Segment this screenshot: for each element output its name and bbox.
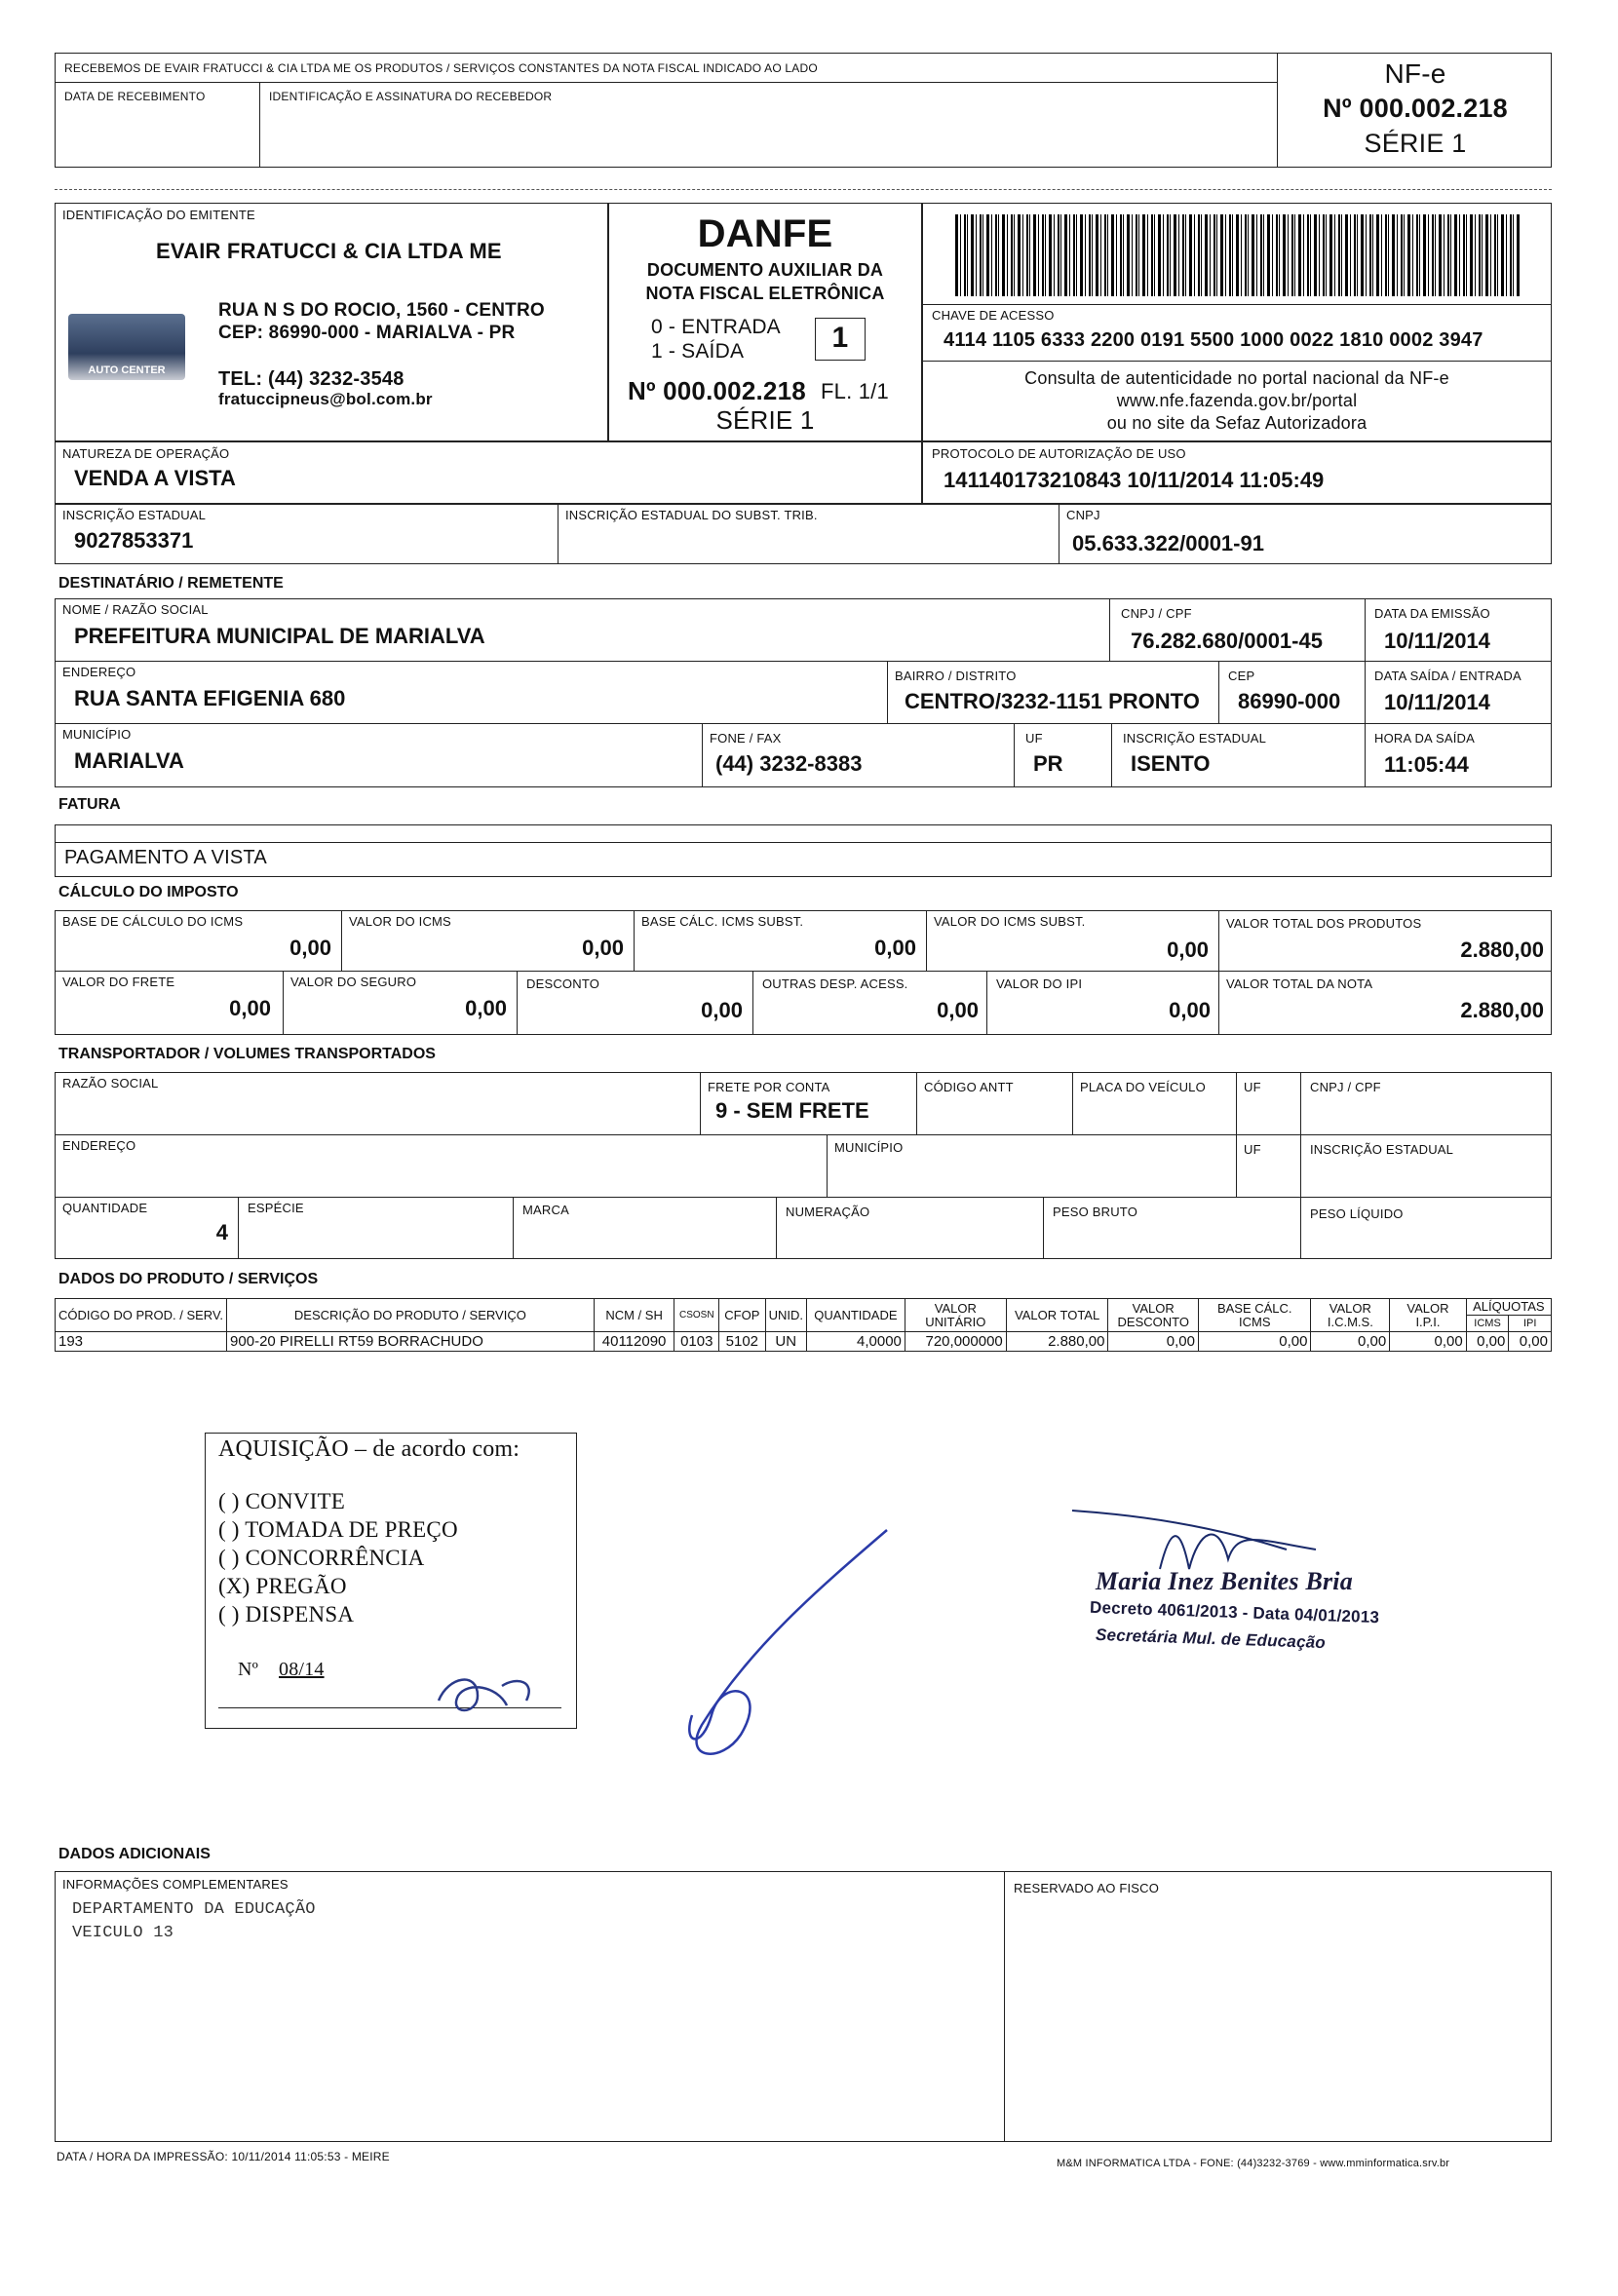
row-csosn: 0103 xyxy=(674,1332,719,1352)
dest-cep-label: CEP xyxy=(1228,669,1255,683)
produtos-table xyxy=(55,1298,1552,1352)
transp-antt-label: CÓDIGO ANTT xyxy=(924,1080,1014,1094)
fatura-section: FATURA xyxy=(58,796,121,813)
row-cfop: 5102 xyxy=(719,1332,765,1352)
dest-bairro: CENTRO/3232-1151 PRONTO xyxy=(905,689,1200,713)
danfe-entrada: 0 - ENTRADA xyxy=(651,316,781,338)
dest-ie-label: INSCRIÇÃO ESTADUAL xyxy=(1123,731,1267,746)
col-cfop: CFOP xyxy=(719,1299,765,1332)
protocolo-label: PROTOCOLO DE AUTORIZAÇÃO DE USO xyxy=(932,446,1186,461)
table-row xyxy=(56,1332,1552,1352)
col-total: VALOR TOTAL xyxy=(1006,1299,1108,1332)
emitente-logo xyxy=(68,314,185,380)
chave-consulta2: www.nfe.fazenda.gov.br/portal xyxy=(1116,391,1358,410)
dest-nome-label: NOME / RAZÃO SOCIAL xyxy=(62,602,209,617)
transp-quantidade-label: QUANTIDADE xyxy=(62,1201,148,1215)
valor-icms-label: VALOR DO ICMS xyxy=(349,914,451,929)
col-aliq-ipi: IPI xyxy=(1509,1316,1552,1332)
row-unid: UN xyxy=(765,1332,806,1352)
transp-cnpj-label: CNPJ / CPF xyxy=(1310,1080,1381,1094)
transp-peso-liquido-label: PESO LÍQUIDO xyxy=(1310,1206,1404,1221)
carimbo-op3: ( ) CONCORRÊNCIA xyxy=(218,1546,425,1570)
base-subst-label: BASE CÁLC. ICMS SUBST. xyxy=(641,914,804,929)
seguro-label: VALOR DO SEGURO xyxy=(290,975,417,989)
fisco-label: RESERVADO AO FISCO xyxy=(1014,1881,1160,1895)
assinatura-decreto: Decreto 4061/2013 - Data 04/01/2013 xyxy=(1089,1597,1380,1627)
base-icms-label: BASE DE CÁLCULO DO ICMS xyxy=(62,914,244,929)
col-valor-ipi: VALOR I.P.I. xyxy=(1390,1299,1467,1332)
dest-nome: PREFEITURA MUNICIPAL DE MARIALVA xyxy=(74,624,485,648)
dest-fone-label: FONE / FAX xyxy=(710,731,782,746)
info1: DEPARTAMENTO DA EDUCAÇÃO xyxy=(72,1900,316,1919)
emitente-nome: EVAIR FRATUCCI & CIA LTDA ME xyxy=(156,239,502,263)
ie-label: INSCRIÇÃO ESTADUAL xyxy=(62,508,207,522)
ie-valor: 9027853371 xyxy=(74,528,194,553)
assinatura-nome: Maria Inez Benites Bria xyxy=(1096,1567,1353,1595)
frete: 0,00 xyxy=(229,996,271,1020)
danfe-sub2: NOTA FISCAL ELETRÔNICA xyxy=(645,284,885,303)
transp-marca-label: MARCA xyxy=(522,1203,569,1217)
valor-icms: 0,00 xyxy=(582,936,624,960)
dest-uf: PR xyxy=(1033,751,1063,776)
cut-line xyxy=(55,189,1552,190)
col-csosn: CSOSN xyxy=(674,1299,719,1332)
transp-uf2-label: UF xyxy=(1244,1142,1261,1157)
emitente-cep: CEP: 86990-000 - MARIALVA - PR xyxy=(218,323,516,343)
adicionais-section: DADOS ADICIONAIS xyxy=(58,1846,211,1862)
total-nota-label: VALOR TOTAL DA NOTA xyxy=(1226,976,1373,991)
transp-ie-label: INSCRIÇÃO ESTADUAL xyxy=(1310,1142,1454,1157)
valor-subst: 0,00 xyxy=(1167,938,1209,962)
emitente-endereco: RUA N S DO ROCIO, 1560 - CENTRO xyxy=(218,300,545,321)
ipi: 0,00 xyxy=(1169,998,1211,1022)
carimbo-numero: 08/14 xyxy=(279,1659,325,1680)
natureza-label: NATUREZA DE OPERAÇÃO xyxy=(62,446,230,461)
transp-quantidade: 4 xyxy=(215,1220,228,1244)
row-base-icms: 0,00 xyxy=(1199,1332,1311,1352)
col-base-icms: BASE CÁLC. ICMS xyxy=(1199,1299,1311,1332)
danfe-sub1: DOCUMENTO AUXILIAR DA xyxy=(646,260,884,280)
imposto-section: CÁLCULO DO IMPOSTO xyxy=(58,884,239,900)
chave-valor: 4114 1105 6333 2200 0191 5500 1000 0022 1810 0002 3947 xyxy=(944,329,1483,351)
carimbo-op4: (X) PREGÃO xyxy=(218,1574,347,1598)
rodape-software: M&M INFORMATICA LTDA - FONE: (44)3232-3769 - www.mminformatica.srv.br xyxy=(1057,2158,1450,2169)
seguro: 0,00 xyxy=(465,996,507,1020)
info2: VEICULO 13 xyxy=(72,1924,174,1942)
col-unid: UNID. xyxy=(765,1299,806,1332)
canhoto-text: RECEBEMOS DE EVAIR FRATUCCI & CIA LTDA ME OS PRODUTOS / SERVIÇOS CONSTANTES DA NOTA FISCAL INDICADO AO LADO xyxy=(64,61,818,75)
assinatura-cargo: Secretária Mul. de Educação xyxy=(1095,1625,1327,1653)
base-icms: 0,00 xyxy=(289,936,331,960)
row-codigo: 193 xyxy=(56,1332,227,1352)
transp-uf-label: UF xyxy=(1244,1080,1261,1094)
emitente-tel: TEL: (44) 3232-3548 xyxy=(218,368,404,390)
transp-numeracao-label: NUMERAÇÃO xyxy=(786,1205,870,1219)
col-valor-icms: VALOR I.C.M.S. xyxy=(1311,1299,1390,1332)
danfe-numero: Nº 000.002.218 xyxy=(628,376,806,405)
outras: 0,00 xyxy=(937,998,979,1022)
col-aliquotas: ALÍQUOTAS xyxy=(1466,1299,1551,1316)
row-desconto: 0,00 xyxy=(1108,1332,1199,1352)
danfe-saida: 1 - SAÍDA xyxy=(651,340,745,363)
danfe-title: DANFE xyxy=(697,212,833,255)
row-quantidade: 4,0000 xyxy=(806,1332,905,1352)
carimbo-title: AQUISIÇÃO – de acordo com: xyxy=(218,1436,520,1462)
dest-emissao-label: DATA DA EMISSÃO xyxy=(1374,606,1490,621)
valor-subst-label: VALOR DO ICMS SUBST. xyxy=(934,914,1086,929)
fatura-box xyxy=(55,824,1552,877)
ie-subst-label: INSCRIÇÃO ESTADUAL DO SUBST. TRIB. xyxy=(565,508,818,522)
row-valor-icms: 0,00 xyxy=(1311,1332,1390,1352)
total-nota: 2.880,00 xyxy=(1460,998,1544,1022)
dest-saida-label: DATA SAÍDA / ENTRADA xyxy=(1374,669,1522,683)
canhoto-nfe: NF-e xyxy=(1384,58,1446,89)
transp-endereco-label: ENDEREÇO xyxy=(62,1138,136,1153)
dest-hora-label: HORA DA SAÍDA xyxy=(1374,731,1476,746)
rodape-impressao: DATA / HORA DA IMPRESSÃO: 10/11/2014 11:05:53 - MEIRE xyxy=(57,2150,390,2163)
col-unitario: VALOR UNITÁRIO xyxy=(905,1299,1006,1332)
dest-cnpj-label: CNPJ / CPF xyxy=(1121,606,1192,621)
dest-municipio: MARIALVA xyxy=(74,748,184,773)
row-aliq-icms: 0,00 xyxy=(1466,1332,1509,1352)
destinatario-section: DESTINATÁRIO / REMETENTE xyxy=(58,575,284,592)
danfe-serie: SÉRIE 1 xyxy=(715,405,815,435)
carimbo-op5: ( ) DISPENSA xyxy=(218,1602,355,1626)
dest-saida: 10/11/2014 xyxy=(1384,690,1490,714)
cnpj-emit-valor: 05.633.322/0001-91 xyxy=(1072,531,1264,555)
protocolo-valor: 141140173210843 10/11/2014 11:05:49 xyxy=(944,468,1325,492)
col-desconto: VALOR DESCONTO xyxy=(1108,1299,1199,1332)
dest-cep: 86990-000 xyxy=(1238,689,1341,713)
row-unitario: 720,000000 xyxy=(905,1332,1006,1352)
dest-cnpj: 76.282.680/0001-45 xyxy=(1131,629,1323,653)
signature-blue xyxy=(663,1520,897,1774)
transp-frete-label: FRETE POR CONTA xyxy=(708,1080,830,1094)
carimbo-numero-label: Nº xyxy=(238,1659,259,1680)
dest-municipio-label: MUNICÍPIO xyxy=(62,727,132,742)
row-ncm: 40112090 xyxy=(594,1332,674,1352)
col-ncm: NCM / SH xyxy=(594,1299,674,1332)
info-label: INFORMAÇÕES COMPLEMENTARES xyxy=(62,1877,289,1892)
canhoto-numero: Nº 000.002.218 xyxy=(1323,94,1508,123)
row-aliq-ipi: 0,00 xyxy=(1509,1332,1552,1352)
data-recebimento-label: DATA DE RECEBIMENTO xyxy=(64,90,206,103)
transp-municipio-label: MUNICÍPIO xyxy=(834,1140,904,1155)
frete-label: VALOR DO FRETE xyxy=(62,975,175,989)
row-valor-ipi: 0,00 xyxy=(1390,1332,1467,1352)
transp-peso-bruto-label: PESO BRUTO xyxy=(1053,1205,1138,1219)
chave-consulta3: ou no site da Sefaz Autorizadora xyxy=(1106,413,1368,433)
signature-stamp-initials xyxy=(409,1657,565,1725)
transp-especie-label: ESPÉCIE xyxy=(248,1201,304,1215)
dest-hora: 11:05:44 xyxy=(1384,752,1469,777)
dest-bairro-label: BAIRRO / DISTRITO xyxy=(895,669,1017,683)
desconto: 0,00 xyxy=(701,998,743,1022)
barcode xyxy=(955,214,1521,296)
row-total: 2.880,00 xyxy=(1006,1332,1108,1352)
dest-endereco: RUA SANTA EFIGENIA 680 xyxy=(74,686,346,710)
produtos-section: DADOS DO PRODUTO / SERVIÇOS xyxy=(58,1271,319,1287)
emitente-email: fratuccipneus@bol.com.br xyxy=(218,390,433,408)
row-descricao: 900-20 PIRELLI RT59 BORRACHUDO xyxy=(227,1332,595,1352)
identificacao-recebedor-label: IDENTIFICAÇÃO E ASSINATURA DO RECEBEDOR xyxy=(269,90,553,103)
fatura-valor: PAGAMENTO A VISTA xyxy=(64,847,267,868)
danfe-tipo: 1 xyxy=(831,322,849,354)
logo-text: AUTO CENTER xyxy=(88,364,166,376)
col-codigo: CÓDIGO DO PROD. / SERV. xyxy=(56,1299,227,1332)
carimbo-op1: ( ) CONVITE xyxy=(218,1489,345,1513)
total-produtos-label: VALOR TOTAL DOS PRODUTOS xyxy=(1226,916,1422,931)
canhoto-serie: SÉRIE 1 xyxy=(1364,129,1467,158)
base-subst: 0,00 xyxy=(874,936,916,960)
carimbo-op2: ( ) TOMADA DE PREÇO xyxy=(218,1517,458,1542)
transp-razao-label: RAZÃO SOCIAL xyxy=(62,1076,159,1091)
danfe-folha: FL. 1/1 xyxy=(821,379,889,403)
total-produtos: 2.880,00 xyxy=(1460,938,1544,962)
ipi-label: VALOR DO IPI xyxy=(996,976,1083,991)
cnpj-emit-label: CNPJ xyxy=(1066,508,1100,522)
dest-uf-label: UF xyxy=(1025,731,1043,746)
col-aliq-icms: ICMS xyxy=(1466,1316,1509,1332)
col-quantidade: QUANTIDADE xyxy=(806,1299,905,1332)
dest-ie: ISENTO xyxy=(1131,751,1211,776)
col-descricao: DESCRIÇÃO DO PRODUTO / SERVIÇO xyxy=(227,1299,595,1332)
outras-label: OUTRAS DESP. ACESS. xyxy=(762,976,908,991)
chave-label: CHAVE DE ACESSO xyxy=(932,308,1055,323)
dest-fone: (44) 3232-8383 xyxy=(715,751,863,776)
emitente-label: IDENTIFICAÇÃO DO EMITENTE xyxy=(62,208,255,222)
natureza-valor: VENDA A VISTA xyxy=(74,466,236,490)
dest-endereco-label: ENDEREÇO xyxy=(62,665,136,679)
transporte-section: TRANSPORTADOR / VOLUMES TRANSPORTADOS xyxy=(58,1046,436,1062)
desconto-label: DESCONTO xyxy=(526,976,600,991)
chave-consulta1: Consulta de autenticidade no portal nacional da NF-e xyxy=(1024,368,1449,388)
transp-frete: 9 - SEM FRETE xyxy=(715,1098,869,1123)
dest-emissao: 10/11/2014 xyxy=(1384,629,1490,653)
transp-placa-label: PLACA DO VEÍCULO xyxy=(1080,1080,1206,1094)
